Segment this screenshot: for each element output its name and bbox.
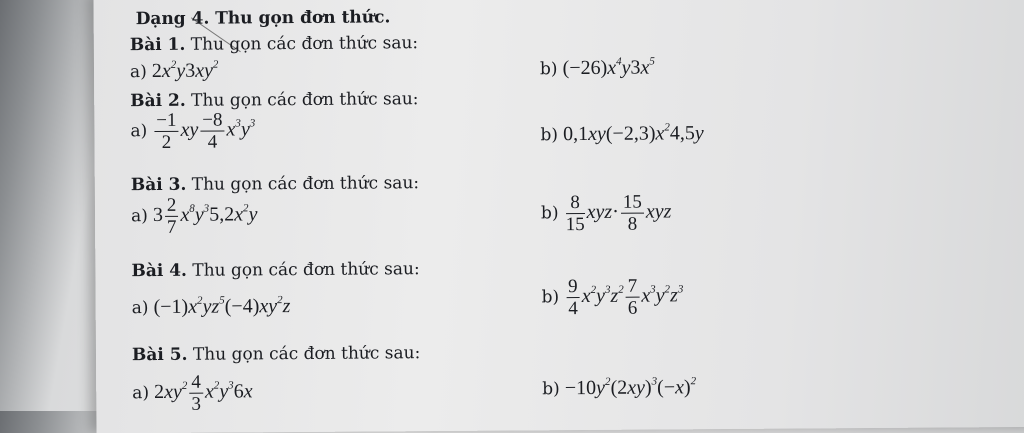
- exercise-2b: b) $0,1xy(-2,3)x^24,5y$: [540, 121, 704, 146]
- exercise-5a: a) $2xy^2$ $\frac{4}{3}$ $x^2y^36x$: [132, 371, 253, 415]
- exercise-3a: a) 3 $\frac{2}{7}$ $x^8y^35,2x^2y$: [130, 194, 258, 238]
- expression-2b: $0,1xy(-2,3)x^24,5y$: [563, 121, 704, 146]
- exercise-4a: a) $(-1)x^2yz^5(-4)xy^2z$: [131, 294, 291, 319]
- exercise-5-title: Bài 5. Thu gọn các đơn thức sau:: [131, 343, 421, 366]
- exercise-1b: b) $(-26)x^4y3x^5$: [539, 55, 655, 80]
- exercise-1-title: Bài 1. Thu gọn các đơn thức sau:: [129, 33, 419, 56]
- exercise-1a: a) $2x^2y3xy^2$: [129, 58, 219, 83]
- exercise-2a: a) $\frac{-1}{2}$ xy $\frac{-8}{4}$ $x^3y^3$: [130, 109, 256, 153]
- exercise-3-title: Bài 3. Thu gọn các đơn thức sau:: [130, 173, 420, 196]
- expression-2a: $\frac{-1}{2}$ xy $\frac{-8}{4}$ $x^3y^3$: [156, 109, 256, 153]
- worksheet-page: [93, 0, 1024, 433]
- expression-3b: $\frac{8}{15}$ xyz· $\frac{15}{8}$ xyz: [565, 191, 672, 236]
- exercise-5b: $b) -10y^2(2xy)^3(-x)^2$: [542, 375, 697, 400]
- expression-4b: $\frac{9}{4}$ $x^2y^3z^2$ $\frac{7}{6}$ $x^3y^2z^3$: [568, 275, 684, 320]
- expression-3a: 3 $\frac{2}{7}$ $x^8y^35,2x^2y$: [152, 194, 258, 238]
- exercise-3b: b) $\frac{8}{15}$ xyz· $\frac{15}{8}$ xyz: [540, 191, 672, 236]
- exercise-2-title: Bài 2. Thu gọn các đơn thức sau:: [130, 89, 419, 112]
- expression-1a: $2x^2y3xy^2$: [151, 58, 219, 83]
- expression-5b: $-10y^2(2xy)^3(-x)^2$: [564, 375, 697, 400]
- exercise-4b: b) $\frac{9}{4}$ $x^2y^3z^2$ $\frac{7}{6}$ $x^3y^2z^3$: [541, 275, 684, 320]
- expression-5a: $2xy^2$ $\frac{4}{3}$ $x^2y^36x$: [154, 371, 253, 415]
- exercise-4-title: Bài 4. Thu gọn các đơn thức sau:: [131, 259, 420, 282]
- expression-1b: $(-26)x^4y3x^5$: [562, 55, 655, 80]
- section-heading: Dạng 4. Thu gọn đơn thức.: [135, 7, 391, 30]
- expression-4a: $(-1)x^2yz^5(-4)xy^2z$: [153, 294, 291, 319]
